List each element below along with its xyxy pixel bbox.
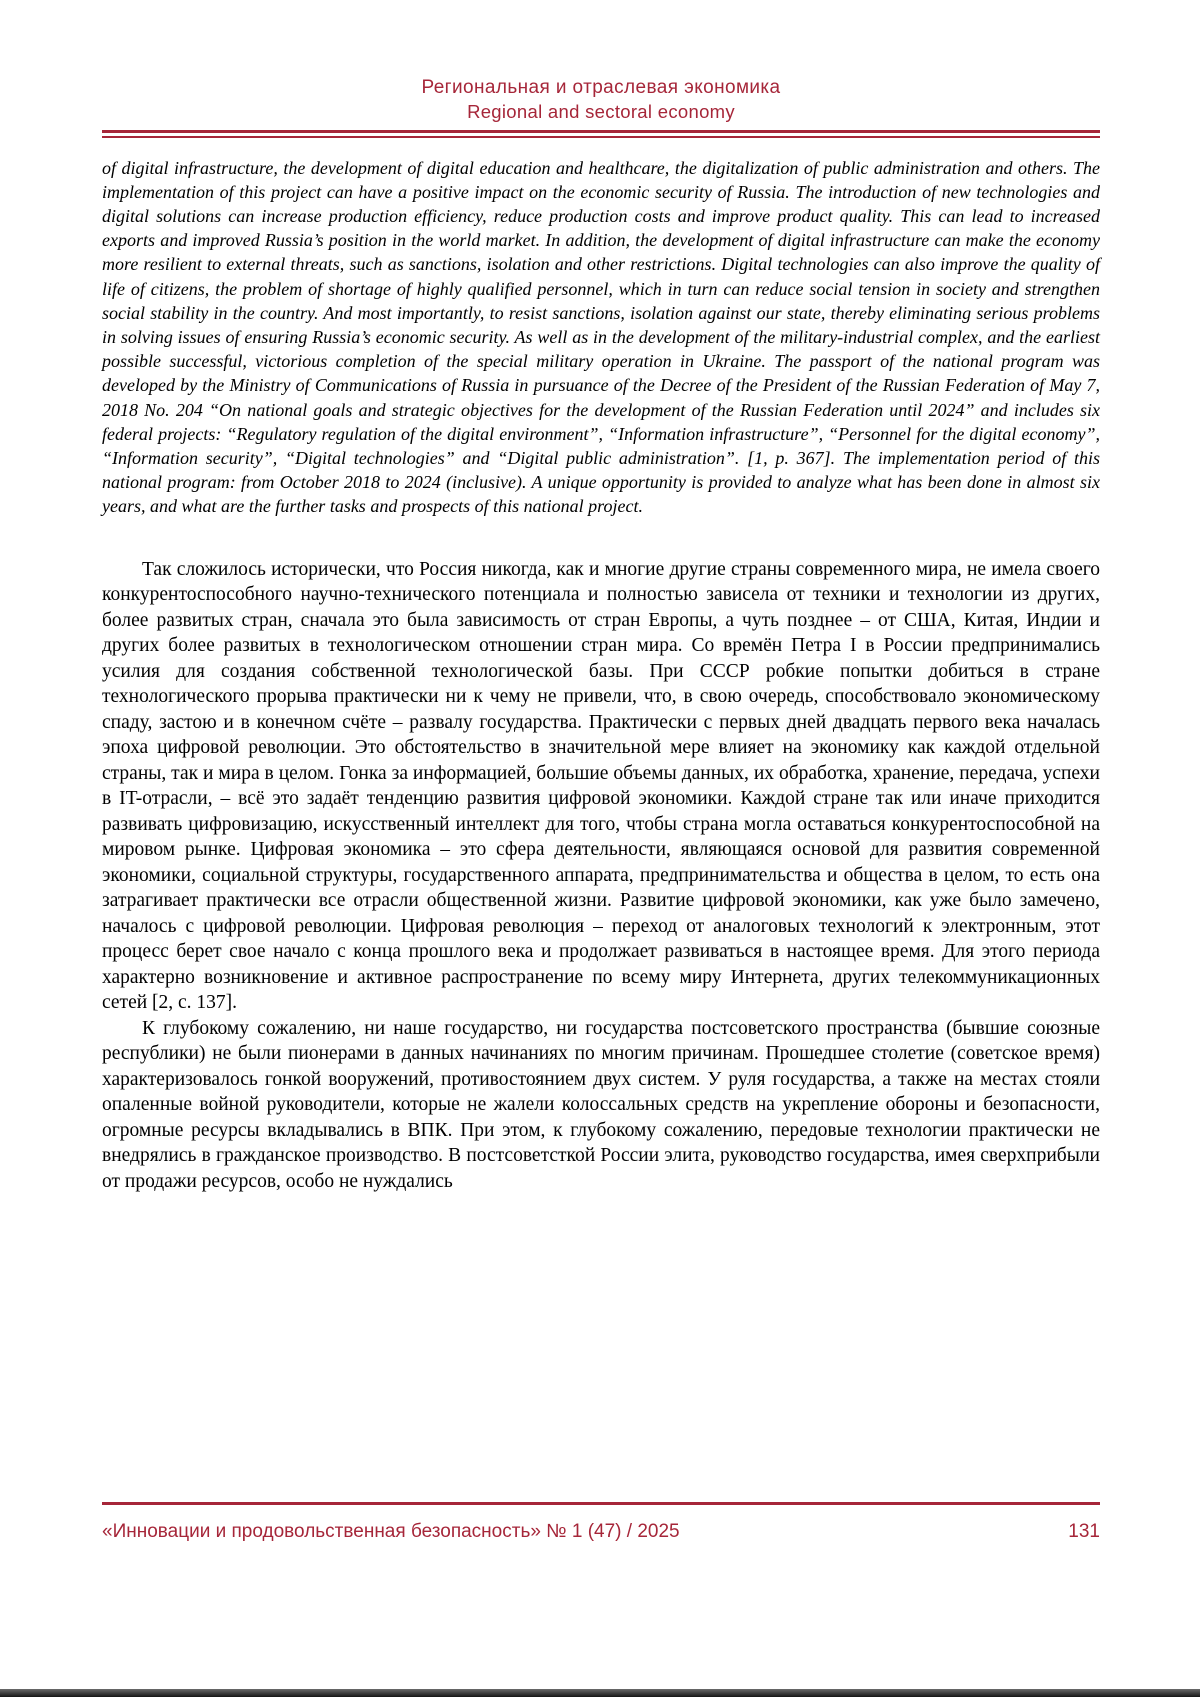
footer-row bbox=[102, 1521, 1100, 1543]
body-paragraph: Так сложилось исторически, что Россия никогда, как и многие другие страны современного мира, не имела своего конкурентоспособного научно-технического потенциала и полностью зависела от техники и технологии из других, более развитых стран, сначала это была зависимость от стран Европы, а чуть позднее – от США, Китая, Индии и других более развитых в технологическом отношении стран мира. Со времён Петра I в России предпринимались усилия для создания собственной технологической базы. При СССР робкие попытки добиться в стране технологического прорыва практически ни к чему не привели, что, в свою очередь, способствовало экономическому спаду, застою и в конечном счёте – развалу государства. Практически с первых дней двадцать первого века началась эпоха цифровой революции. Это обстоятельство в значительной мере влияет на экономику как каждой отдельной страны, так и мира в целом. Гонка за информацией, большие объемы данных, их обработка, хранение, передача, успехи в IT-отрасли, – всё это задаёт тенденцию развития цифровой экономики. Каждой стране так или иначе приходится развивать цифровизацию, искусственный интеллект для того, чтобы страна могла оставаться конкурентоспособной на мировом рынке. Цифровая экономика – это сфера деятельности, являющаяся основой для развития современной экономики, социальной структуры, государственного аппарата, предпринимательства и общества в целом, то есть она затрагивает практически все отрасли общественной жизни. Развитие цифровой экономики, как уже было замечено, началось с цифровой революции. Цифровая революция – переход от аналоговых технологий к электронным, этот процесс берет свое начало с конца прошлого века и продолжает развиваться в настоящее время. Для этого периода характерно возникновение и активное распространение по всему миру Интернета, других телекоммуникационных сетей [2, с. 137]. bbox=[102, 558, 1100, 1014]
page-header bbox=[102, 76, 1100, 138]
page-body bbox=[102, 156, 1100, 1195]
article-text bbox=[102, 557, 1100, 1195]
scan-bottom-edge bbox=[0, 1689, 1200, 1697]
body-paragraph: К глубокому сожалению, ни наше государство, ни государства постсоветского пространства (бывшие союзные республики) не были пионерами в данных начинаниях по многим причинам. Прошедшее столетие (советское время) характеризовалось гонкой вооружений, противостоянием двух систем. У руля государства, а также на местах стояли опаленные войной руководители, которые не жалели колоссальных средств на укрепление обороны и безопасности, огромные ресурсы вкладывались в ВПК. При этом, к глубокому сожалению, передовые технологии практически не внедрялись в гражданское производство. В постсоветсткой России элита, руководство государства, имея сверхприбыли от продажи ресурсов, особо не нуждались bbox=[102, 1017, 1100, 1192]
journal-name-and-issue: «Инновации и продовольственная безопасность» № 1 (47) / 2025 bbox=[102, 1520, 680, 1542]
page-footer bbox=[102, 1502, 1100, 1543]
page-number: 131 bbox=[1068, 1520, 1100, 1542]
footer-divider bbox=[102, 1502, 1100, 1505]
header-divider-thick-line bbox=[102, 130, 1100, 133]
abstract-paragraph-english: of digital infrastructure, the development of digital education and healthcare, the digitalization of public administration and others. The implementation of this project can have a positive impact on the economic security of Russia. The introduction of new technologies and digital solutions can increase production efficiency, reduce production costs and improve product quality. This can lead to increased exports and improved Russia’s position in the world market. In addition, the development of digital infrastructure can make the economy more resilient to external threats, such as sanctions, isolation and other restrictions. Digital technologies can also improve the quality of life of citizens, the problem of shortage of highly qualified personnel, which in turn can reduce social tension in society and strengthen social stability in the country. And most importantly, to resist sanctions, isolation against our state, thereby eliminating serious problems in solving issues of ensuring Russia’s economic security. As well as in the development of the military-industrial complex, and the earliest possible successful, victorious completion of the special military operation in Ukraine. The passport of the national program was developed by the Ministry of Communications of Russia in pursuance of the Decree of the President of the Russian Federation of May 7, 2018 No. 204 “On national goals and strategic objectives for the development of the Russian Federation until 2024” and includes six federal projects: “Regulatory regulation of the digital environment”, “Information infrastructure”, “Personnel for the digital economy”, “Information security”, “Digital technologies” and “Digital public administration”. [1, p. 367]. The implementation period of this national program: from October 2018 to 2024 (inclusive). A unique opportunity is provided to analyze what has been done in almost six years, and what are the further tasks and prospects of this national project. bbox=[102, 157, 1100, 517]
header-divider-thin-line bbox=[102, 136, 1100, 138]
header-divider bbox=[102, 130, 1100, 138]
section-title-english: Regional and sectoral economy bbox=[467, 101, 735, 122]
section-title-russian: Региональная и отраслевая экономика bbox=[421, 77, 781, 98]
